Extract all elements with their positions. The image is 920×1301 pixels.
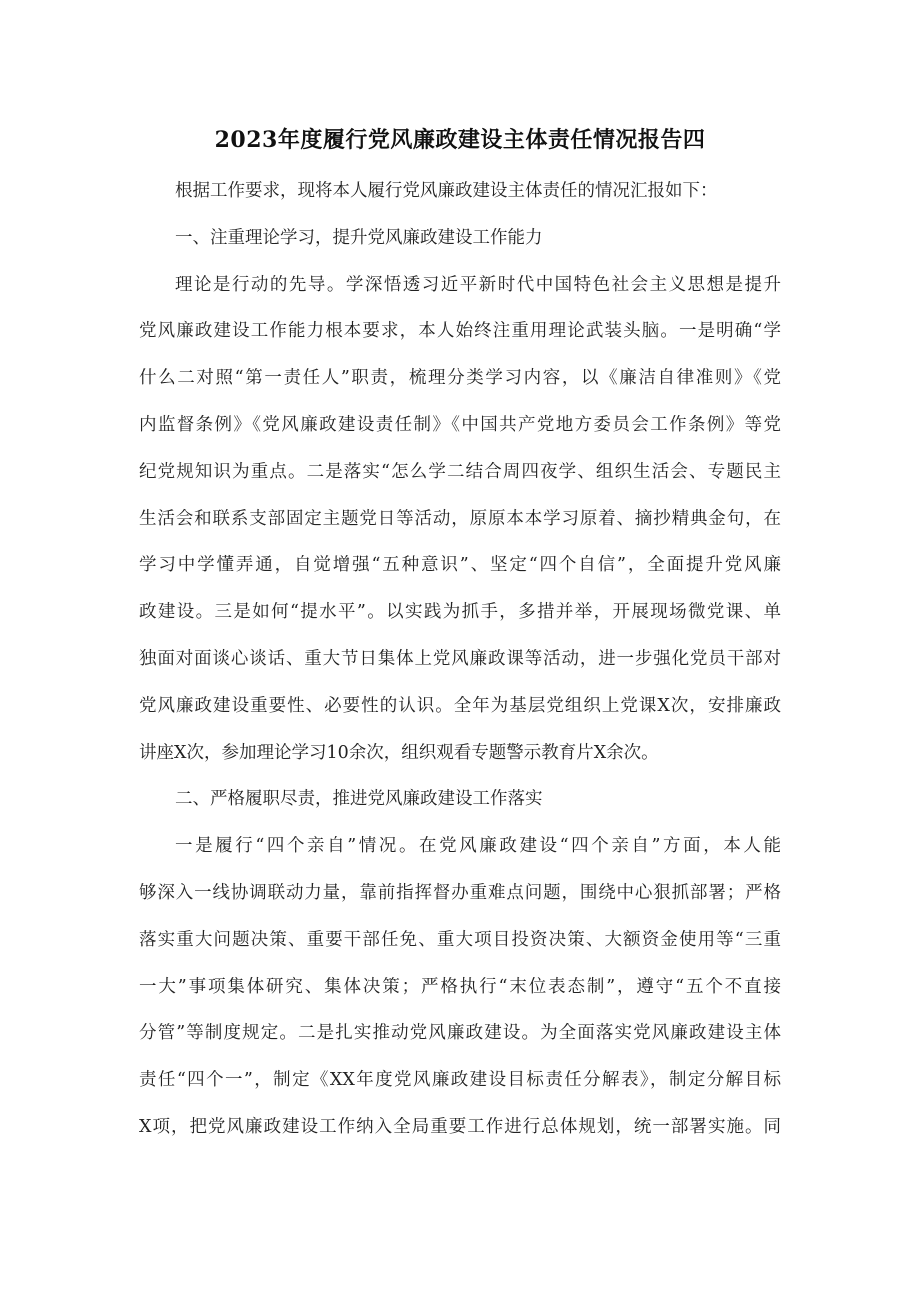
text-line: 责任“四个一”，制定《XX年度党风廉政建设目标责任分解表》，制定分解目标 xyxy=(139,1070,781,1091)
text-line: 分管”等制度规定。二是扎实推动党风廉政建设。为全面落实党风廉政建设主体 xyxy=(139,1023,781,1044)
text-line: 讲座X次，参加理论学习10余次，组织观看专题警示教育片X余次。 xyxy=(139,742,659,763)
document-title: 2023年度履行党风廉政建设主体责任情况报告四 xyxy=(214,127,706,153)
text-line: 生活会和联系支部固定主题党日等活动，原原本本学习原着、摘抄精典金句，在 xyxy=(139,508,781,529)
text-line: 政建设。三是如何“提水平”。以实践为抓手，多措并举，开展现场微党课、单 xyxy=(139,602,781,623)
text-line: 一、注重理论学习，提升党风廉政建设工作能力 xyxy=(175,227,543,248)
text-line: 一是履行“四个亲自”情况。在党风廉政建设“四个亲自”方面，本人能 xyxy=(175,836,781,857)
document-body xyxy=(139,168,781,1151)
text-line: 内监督条例》《党风廉政建设责任制》《中国共产党地方委员会工作条例》等党 xyxy=(139,414,781,435)
text-line: 够深入一线协调联动力量，靠前指挥督办重难点问题，围绕中心狠抓部署；严格 xyxy=(139,882,781,903)
text-line: 党风廉政建设工作能力根本要求，本人始终注重用理论武装头脑。一是明确“学 xyxy=(139,321,781,342)
text-line: 独面对面谈心谈话、重大节日集体上党风廉政课等活动，进一步强化党员干部对 xyxy=(139,648,781,669)
text-line: X项，把党风廉政建设工作纳入全局重要工作进行总体规划，统一部署实施。同 xyxy=(139,1116,781,1137)
text-line: 落实重大问题决策、重要干部任免、重大项目投资决策、大额资金使用等“三重 xyxy=(139,929,781,950)
text-line: 党风廉政建设重要性、必要性的认识。全年为基层党组织上党课X次，安排廉政 xyxy=(139,695,781,716)
text-line: 纪党规知识为重点。二是落实“怎么学二结合周四夜学、组织生活会、专题民主 xyxy=(139,461,781,482)
text-line: 什么二对照“第一责任人”职责，梳理分类学习内容，以《廉洁自律准则》《党 xyxy=(139,368,781,389)
text-line: 理论是行动的先导。学深悟透习近平新时代中国特色社会主义思想是提升 xyxy=(175,274,781,295)
text-line: 根据工作要求，现将本人履行党风廉政建设主体责任的情况汇报如下： xyxy=(175,181,718,201)
text-line: 学习中学懂弄通，自觉增强“五种意识”、坚定“四个自信”，全面提升党风廉 xyxy=(139,555,781,576)
text-line: 二、严格履职尽责，推进党风廉政建设工作落实 xyxy=(175,789,543,810)
text-line: 一大”事项集体研究、集体决策；严格执行“末位表态制”，遵守“五个不直接 xyxy=(139,976,781,997)
